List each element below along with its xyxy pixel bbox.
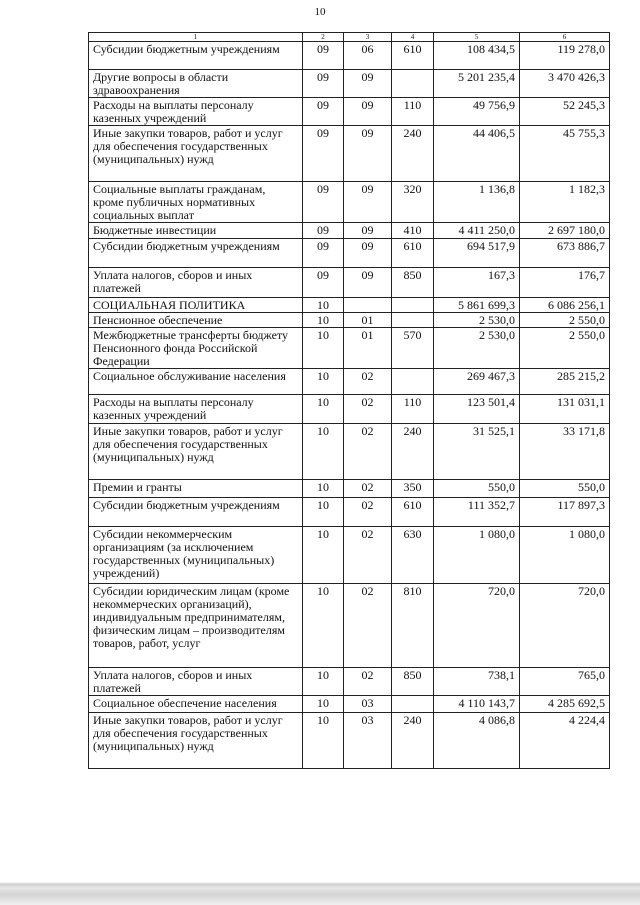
table-row [89, 42, 610, 70]
table-row [89, 223, 610, 239]
table-row [89, 98, 610, 126]
row-name: Субсидии юридическим лицам (кроме некоммерческих организаций), индивидуальным предпринимателям, физическим лицам – производителям товаров, работ, услуг [89, 584, 303, 668]
subsection-code: 09 [344, 182, 392, 223]
row-name: Бюджетные инвестиции [89, 223, 303, 239]
row-name: Субсидии некоммерческим организациям (за исключением государственных (муниципальных) учреждений) [89, 527, 303, 584]
table-row [89, 527, 610, 584]
header-cell: 3 [344, 33, 392, 42]
expense-type-code: 110 [392, 395, 434, 424]
section-code: 10 [303, 424, 344, 480]
amount-year-1: 123 501,4 [434, 395, 520, 424]
expense-type-code: 240 [392, 713, 434, 769]
expense-type-code: 240 [392, 424, 434, 480]
section-code: 10 [303, 584, 344, 668]
amount-year-2: 52 245,3 [520, 98, 610, 126]
row-name: Уплата налогов, сборов и иных платежей [89, 268, 303, 298]
table-row [89, 70, 610, 98]
table-row [89, 713, 610, 769]
subsection-code: 01 [344, 313, 392, 328]
amount-year-1: 5 861 699,3 [434, 298, 520, 313]
table-row [89, 268, 610, 298]
amount-year-1: 4 086,8 [434, 713, 520, 769]
subsection-code: 02 [344, 527, 392, 584]
section-code: 09 [303, 223, 344, 239]
expense-type-code: 110 [392, 98, 434, 126]
subsection-code: 09 [344, 126, 392, 182]
subsection-code: 01 [344, 328, 392, 369]
row-name: Иные закупки товаров, работ и услуг для обеспечения государственных (муниципальных) нужд [89, 713, 303, 769]
row-name: Социальные выплаты гражданам, кроме публичных нормативных социальных выплат [89, 182, 303, 223]
header-cell: 2 [303, 33, 344, 42]
row-name: Иные закупки товаров, работ и услуг для обеспечения государственных (муниципальных) нужд [89, 126, 303, 182]
table-row [89, 424, 610, 480]
amount-year-2: 550,0 [520, 480, 610, 498]
section-code: 10 [303, 668, 344, 696]
amount-year-2: 673 886,7 [520, 239, 610, 268]
table-row [89, 395, 610, 424]
amount-year-1: 2 530,0 [434, 313, 520, 328]
expense-type-code [392, 313, 434, 328]
header-cell: 4 [392, 33, 434, 42]
amount-year-1: 269 467,3 [434, 369, 520, 395]
amount-year-1: 167,3 [434, 268, 520, 298]
table-row [89, 313, 610, 328]
section-code: 10 [303, 713, 344, 769]
row-name: Премии и гранты [89, 480, 303, 498]
subsection-code: 09 [344, 268, 392, 298]
amount-year-2: 1 080,0 [520, 527, 610, 584]
section-code: 10 [303, 498, 344, 527]
table-row [89, 498, 610, 527]
page-number: 10 [314, 6, 326, 18]
row-name: Субсидии бюджетным учреждениям [89, 239, 303, 268]
amount-year-2: 131 031,1 [520, 395, 610, 424]
expense-type-code: 610 [392, 498, 434, 527]
expense-type-code [392, 696, 434, 713]
amount-year-2: 2 550,0 [520, 328, 610, 369]
row-name: Другие вопросы в области здравоохранения [89, 70, 303, 98]
amount-year-1: 1 136,8 [434, 182, 520, 223]
section-code: 10 [303, 328, 344, 369]
subsection-code: 09 [344, 70, 392, 98]
row-name: Межбюджетные трансферты бюджету Пенсионного фонда Российской Федерации [89, 328, 303, 369]
section-code: 09 [303, 98, 344, 126]
amount-year-1: 2 530,0 [434, 328, 520, 369]
subsection-code: 02 [344, 424, 392, 480]
subsection-code: 02 [344, 395, 392, 424]
amount-year-2: 4 285 692,5 [520, 696, 610, 713]
subsection-code: 02 [344, 369, 392, 395]
row-name: Социальное обслуживание населения [89, 369, 303, 395]
amount-year-1: 550,0 [434, 480, 520, 498]
section-code: 09 [303, 239, 344, 268]
amount-year-1: 738,1 [434, 668, 520, 696]
amount-year-2: 176,7 [520, 268, 610, 298]
expense-type-code: 240 [392, 126, 434, 182]
table-row [89, 126, 610, 182]
subsection-code: 06 [344, 42, 392, 70]
amount-year-2: 33 171,8 [520, 424, 610, 480]
subsection-code: 03 [344, 713, 392, 769]
section-code: 09 [303, 70, 344, 98]
amount-year-2: 6 086 256,1 [520, 298, 610, 313]
subsection-code: 03 [344, 696, 392, 713]
table-row [89, 369, 610, 395]
expense-type-code: 410 [392, 223, 434, 239]
section-code: 10 [303, 527, 344, 584]
header-cell: 6 [520, 33, 610, 42]
table-row [89, 328, 610, 369]
expense-type-code: 570 [392, 328, 434, 369]
row-name: Субсидии бюджетным учреждениям [89, 42, 303, 70]
amount-year-2: 119 278,0 [520, 42, 610, 70]
amount-year-1: 1 080,0 [434, 527, 520, 584]
section-code: 09 [303, 42, 344, 70]
header-cell: 5 [434, 33, 520, 42]
table-row [89, 239, 610, 268]
table-header-row [89, 33, 610, 42]
table-row [89, 584, 610, 668]
row-name: Пенсионное обеспечение [89, 313, 303, 328]
amount-year-2: 4 224,4 [520, 713, 610, 769]
expense-type-code [392, 369, 434, 395]
amount-year-2: 45 755,3 [520, 126, 610, 182]
expense-type-code: 810 [392, 584, 434, 668]
section-code: 10 [303, 395, 344, 424]
expense-type-code: 850 [392, 668, 434, 696]
amount-year-1: 694 517,9 [434, 239, 520, 268]
amount-year-2: 285 215,2 [520, 369, 610, 395]
expense-type-code: 320 [392, 182, 434, 223]
section-code: 09 [303, 268, 344, 298]
row-name: Социальное обеспечение населения [89, 696, 303, 713]
amount-year-1: 4 110 143,7 [434, 696, 520, 713]
subsection-code: 02 [344, 668, 392, 696]
expense-type-code [392, 70, 434, 98]
amount-year-2: 765,0 [520, 668, 610, 696]
subsection-code: 02 [344, 584, 392, 668]
table-row [89, 668, 610, 696]
expense-type-code [392, 298, 434, 313]
section-code: 10 [303, 298, 344, 313]
budget-table [88, 32, 610, 769]
amount-year-1: 5 201 235,4 [434, 70, 520, 98]
amount-year-2: 2 697 180,0 [520, 223, 610, 239]
subsection-code: 09 [344, 239, 392, 268]
amount-year-2: 3 470 426,3 [520, 70, 610, 98]
expense-type-code: 610 [392, 239, 434, 268]
amount-year-2: 1 182,3 [520, 182, 610, 223]
header-cell: 1 [89, 33, 303, 42]
scan-edge [0, 878, 640, 905]
row-name: Субсидии бюджетным учреждениям [89, 498, 303, 527]
subsection-code: 09 [344, 98, 392, 126]
subsection-code: 02 [344, 498, 392, 527]
section-code: 09 [303, 126, 344, 182]
table-row [89, 182, 610, 223]
amount-year-1: 44 406,5 [434, 126, 520, 182]
table-row [89, 480, 610, 498]
amount-year-1: 720,0 [434, 584, 520, 668]
section-code: 10 [303, 313, 344, 328]
row-name: СОЦИАЛЬНАЯ ПОЛИТИКА [89, 298, 303, 313]
amount-year-1: 108 434,5 [434, 42, 520, 70]
section-code: 10 [303, 369, 344, 395]
subsection-code: 02 [344, 480, 392, 498]
row-name: Уплата налогов, сборов и иных платежей [89, 668, 303, 696]
subsection-code [344, 298, 392, 313]
section-code: 10 [303, 480, 344, 498]
expense-type-code: 610 [392, 42, 434, 70]
amount-year-2: 2 550,0 [520, 313, 610, 328]
amount-year-2: 720,0 [520, 584, 610, 668]
amount-year-1: 49 756,9 [434, 98, 520, 126]
row-name: Расходы на выплаты персоналу казенных учреждений [89, 395, 303, 424]
amount-year-1: 111 352,7 [434, 498, 520, 527]
table-row [89, 696, 610, 713]
amount-year-1: 31 525,1 [434, 424, 520, 480]
amount-year-1: 4 411 250,0 [434, 223, 520, 239]
section-code: 09 [303, 182, 344, 223]
row-name: Расходы на выплаты персоналу казенных учреждений [89, 98, 303, 126]
expense-type-code: 850 [392, 268, 434, 298]
amount-year-2: 117 897,3 [520, 498, 610, 527]
table-row [89, 298, 610, 313]
expense-type-code: 350 [392, 480, 434, 498]
expense-type-code: 630 [392, 527, 434, 584]
row-name: Иные закупки товаров, работ и услуг для обеспечения государственных (муниципальных) нужд [89, 424, 303, 480]
subsection-code: 09 [344, 223, 392, 239]
section-code: 10 [303, 696, 344, 713]
